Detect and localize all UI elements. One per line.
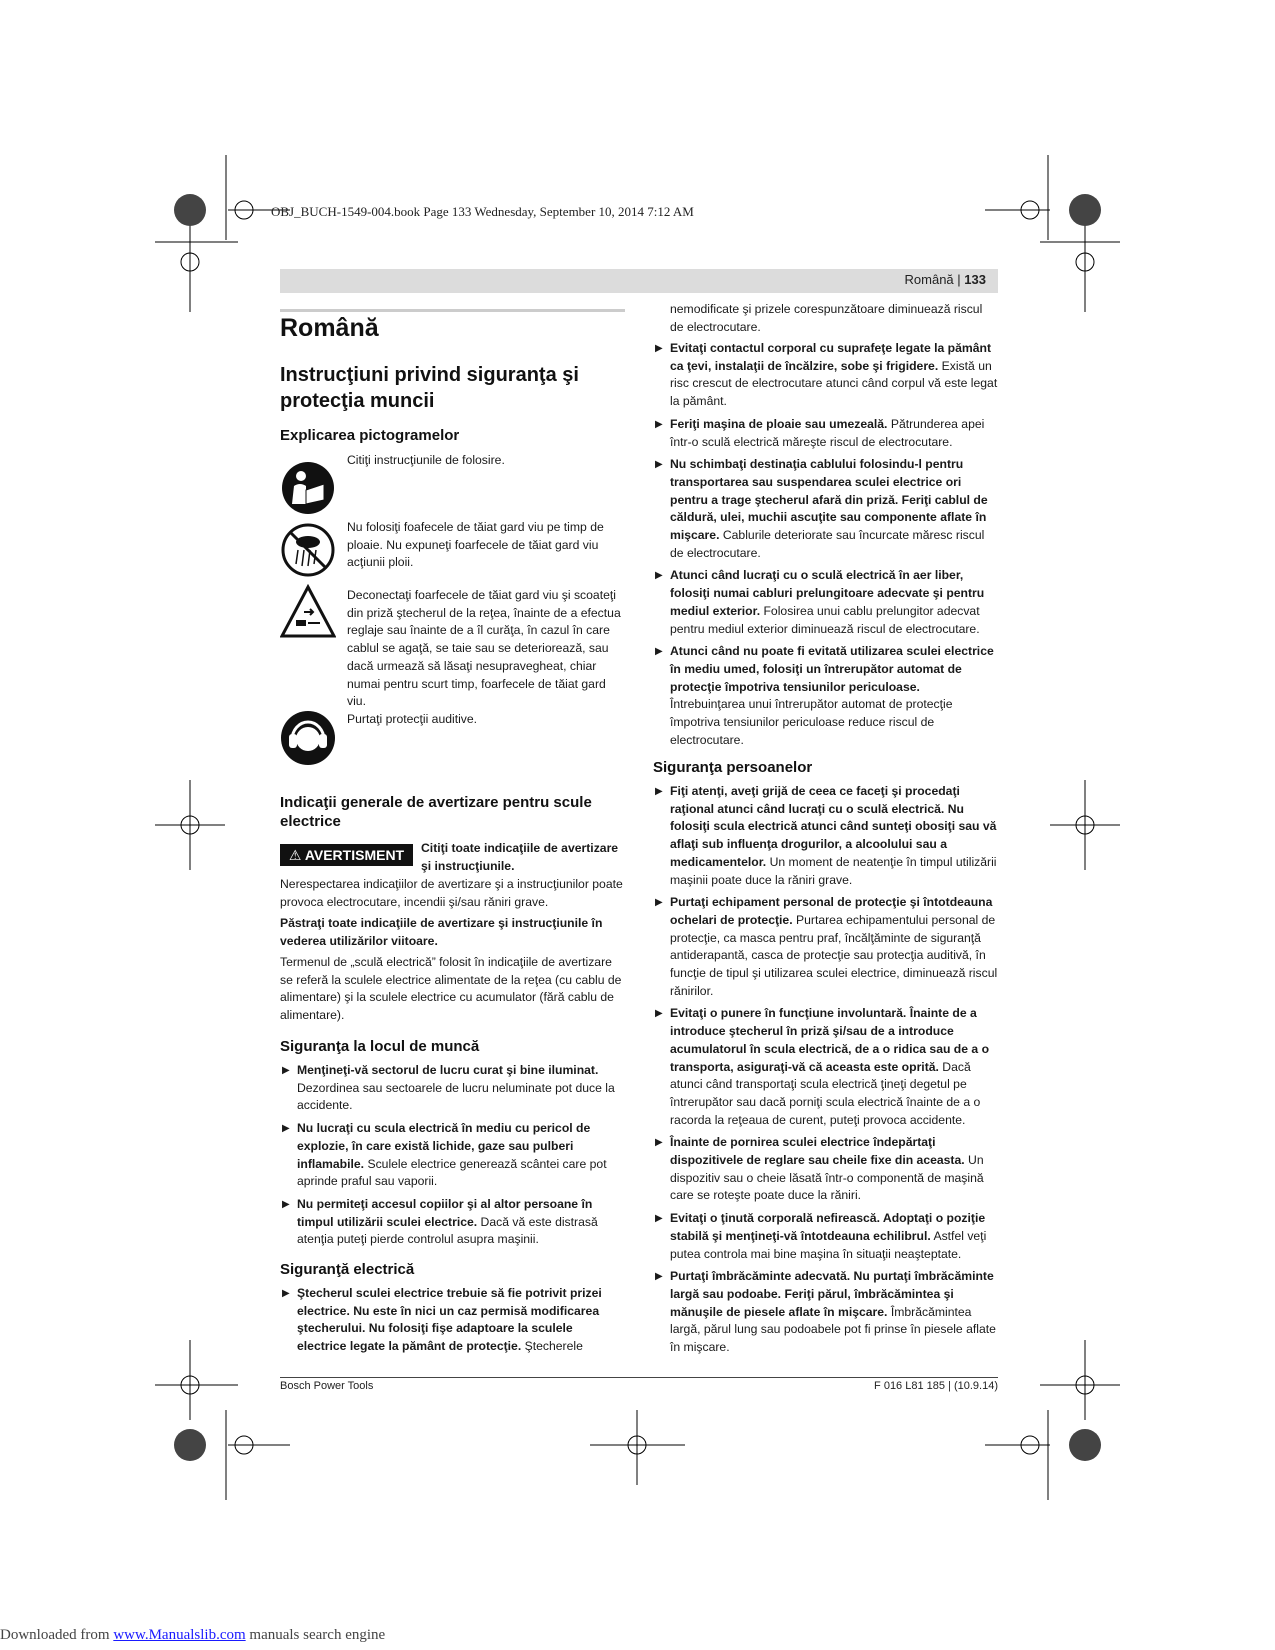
footer-brand: Bosch Power Tools xyxy=(280,1380,374,1392)
download-prefix: Downloaded from xyxy=(0,1627,114,1643)
list-item: ▶ Purtaţi echipament personal de protecţie şi întotdeauna ochelari de protecţie. Purtarea echipamentului personal de protecţie, ca masca pentru praf, încălţăminte de siguranţă antiderapantă, casca de protecţie sau protecţia auditivă, în funcţie de tipul şi utilizarea sculei electrice, diminuează riscul rănirilor. xyxy=(653,894,998,1000)
read-manual-icon xyxy=(280,460,336,516)
electrical-heading: Siguranţă electrică xyxy=(280,1261,415,1278)
list-item: ▶ Nu lucraţi cu scula electrică în mediu cu pericol de explozie, în care există lichide, gaze sau pulberi inflamabile. Sculele electrice generează scântei care pot aprinde praful sau vaporii. xyxy=(280,1120,625,1191)
list-item: ▶ Ştecherul sculei electrice trebuie să fie potrivit prizei electrice. Nu este în nici un caz permisă modificarea ştecherului. Nu folosiţi fişe adaptoare la sculele electrice legate la pământ de protecţie. Ştecherele xyxy=(280,1285,625,1356)
page-title: Română xyxy=(280,314,379,342)
electrical-continuation: nemodificate şi prizele corespunzătoare diminuează riscul de electrocutare. xyxy=(670,302,983,334)
no-rain-icon xyxy=(280,522,336,578)
pictogram-text: Citiţi instrucţiunile de folosire. xyxy=(347,453,505,467)
header-bar xyxy=(280,269,998,293)
list-item: ▶ Purtaţi îmbrăcăminte adecvată. Nu purtaţi îmbrăcăminte largă sau podoabe. Feriţi părul, îmbrăcămintea şi mănuşile de piesele aflate în mişcare. Îmbrăcămintea largă, părul lung sau podoabele pot fi prinse în piesele aflate în mişcare. xyxy=(653,1268,998,1357)
list-item: ▶ Feriţi maşina de ploaie sau umezeală. Pătrunderea apei într-o sculă electrică măreşte riscul de electrocutare. xyxy=(653,416,998,451)
electrical-list-start xyxy=(280,1285,625,1361)
footer-rule xyxy=(280,1377,998,1378)
persons-heading: Siguranţa persoanelor xyxy=(653,759,813,776)
term-definition: Termenul de „sculă electrică” folosit în indicaţiile de avertizare se referă la sculele electrice alimentate de la reţea (cu cablu de alimentare) şi la sculele electrice cu acumulator (fără cablu de alimentare). xyxy=(280,955,622,1023)
unplug-warning-icon xyxy=(280,584,336,640)
running-header xyxy=(905,272,986,287)
list-item: ▶ Atunci când nu poate fi evitată utilizarea sculei electrice în mediu umed, folosiţi un întrerupător automat de protecţie împotriva tensiunilor periculoase. Întrebuinţarea unui întrerupător automat de protecţie împotriva tensiunilor periculoase reduce riscul de electrocutare. xyxy=(653,643,998,749)
download-notice xyxy=(0,1627,385,1644)
warning-badge xyxy=(280,844,413,866)
pictogram-text: Deconectaţi foarfecele de tăiat gard viu şi scoateţi din priză ştecherul de la reţea, înainte de a efectua reglaje sau înainte de a îl curăţa, în cazul în care cablul se agaţă, se taie sau se deteriorează, sau dacă urmează să lăsaţi nesupravegheat, chiar numai pentru scurt timp, foarfecele de tăiat gard viu. xyxy=(347,588,621,709)
keep-instructions: Păstraţi toate indicaţiile de avertizare şi instrucţiunile în vederea utilizărilor viitoare. xyxy=(280,916,603,948)
warning-bold: Citiţi toate indicaţiile de avertizare şi instrucţiunile. xyxy=(421,841,619,873)
list-item: ▶ Evitaţi contactul corporal cu suprafeţe legate la pământ ca ţevi, instalaţii de încălzire, sobe şi frigidere. Există un risc crescut de electrocutare atunci când corpul vă este legat la pământ. xyxy=(653,340,998,411)
warning-text: Nerespectarea indicaţiilor de avertizare şi a instrucţiunilor poate provoca electrocutare, incendii şi/sau răniri grave. xyxy=(280,877,623,909)
ear-protection-icon xyxy=(280,710,336,766)
list-item: ▶ Evitaţi o punere în funcţiune involuntară. Înainte de a introduce ştecherul în priză şi/sau de a introduce acumulatorul în scula electrică, de a o ridica sau de a o transporta, asiguraţi-vă că aceasta este oprită. Dacă atunci când transportaţi scula electrică ţineţi degetul pe întrerupător sau dacă porniţi scula electrică înainte de a o racorda la reţeaua de curent, puteţi provoca accidente. xyxy=(653,1005,998,1129)
footer-docnumber: F 016 L81 185 | (10.9.14) xyxy=(874,1380,998,1392)
header-separator: | xyxy=(957,272,961,287)
list-item: ▶ Nu permiteţi accesul copiilor şi al altor persoane în timpul utilizării sculei electrice. Dacă vă este distrasă atenţia puteţi pierde controlul asupra maşinii. xyxy=(280,1196,625,1249)
page-number: 133 xyxy=(964,272,986,287)
workplace-list xyxy=(280,1062,625,1254)
list-item: ▶ Atunci când lucraţi cu o sculă electrică în aer liber, folosiţi numai cabluri prelungitoare adecvate şi pentru mediul exterior. Folosirea unui cablu prelungitor adecvat pentru mediul exterior diminuează riscul de electrocutare. xyxy=(653,567,998,638)
title-rule xyxy=(280,309,625,312)
list-item: ▶ Menţineţi-vă sectorul de lucru curat şi bine iluminat. Dezordinea sau sectoarele de lucru neluminate pot duce la accidente. xyxy=(280,1062,625,1115)
list-item: ▶ Evitaţi o ţinută corporală nefirească. Adoptaţi o poziţie stabilă şi menţineţi-vă întotdeauna echilibrul. Astfel veţi putea controla mai bine maşina în situaţii neaşteptate. xyxy=(653,1210,998,1263)
persons-list xyxy=(653,783,998,1362)
list-item: ▶ Înainte de pornirea sculei electrice îndepărtaţi dispozitivele de reglare sau cheile fixe din aceasta. Un dispozitiv sau o cheie lăsată într-o componentă de maşină care se roteşte poate duce la răniri. xyxy=(653,1134,998,1205)
warning-label: AVERTISMENT xyxy=(304,847,405,863)
general-warning-heading: Indicaţii generale de avertizare pentru scule electrice xyxy=(280,794,592,830)
pictogram-heading: Explicarea pictogramelor xyxy=(280,427,460,444)
list-item: ▶ Nu schimbaţi destinaţia cablului folosindu-l pentru transportarea sau suspendarea sculei electrice ori pentru a trage ştecherul afară din priză. Feriţi cablul de căldură, ulei, muchii ascuţite sau componente aflate în mişcare. Cablurile deteriorate sau încurcate măresc riscul de electrocutare. xyxy=(653,456,998,562)
pictogram-text: Nu folosiţi foafecele de tăiat gard viu pe timp de ploaie. Nu expuneţi foarfecele de tăiat gard viu acţiunii ploii. xyxy=(347,520,604,570)
header-language: Română xyxy=(904,272,954,287)
download-suffix: manuals search engine xyxy=(245,1627,386,1643)
warning-triangle-icon: ⚠ xyxy=(288,847,302,863)
list-item: ▶ Fiţi atenţi, aveţi grijă de ceea ce faceţi şi procedaţi raţional atunci când lucraţi cu o sculă electrică. Nu folosiţi scula electrică atunci când sunteţi obosiţi sau vă aflaţi sub influenţa drogurilor, a alcoolului sau a medicamentelor. Un moment de neatenţie în timpul utilizării maşinii poate duce la răniri grave. xyxy=(653,783,998,889)
workplace-heading: Siguranţa la locul de muncă xyxy=(280,1038,480,1055)
section-title: Instrucţiuni privind siguranţa şi protecţia muncii xyxy=(280,364,579,412)
pictogram-text: Purtaţi protecţii auditive. xyxy=(347,712,478,726)
manualslib-link[interactable]: www.Manualslib.com xyxy=(113,1627,246,1643)
electrical-list xyxy=(653,340,998,754)
print-info: OBJ_BUCH-1549-004.book Page 133 Wednesday, September 10, 2014 7:12 AM xyxy=(271,204,694,219)
